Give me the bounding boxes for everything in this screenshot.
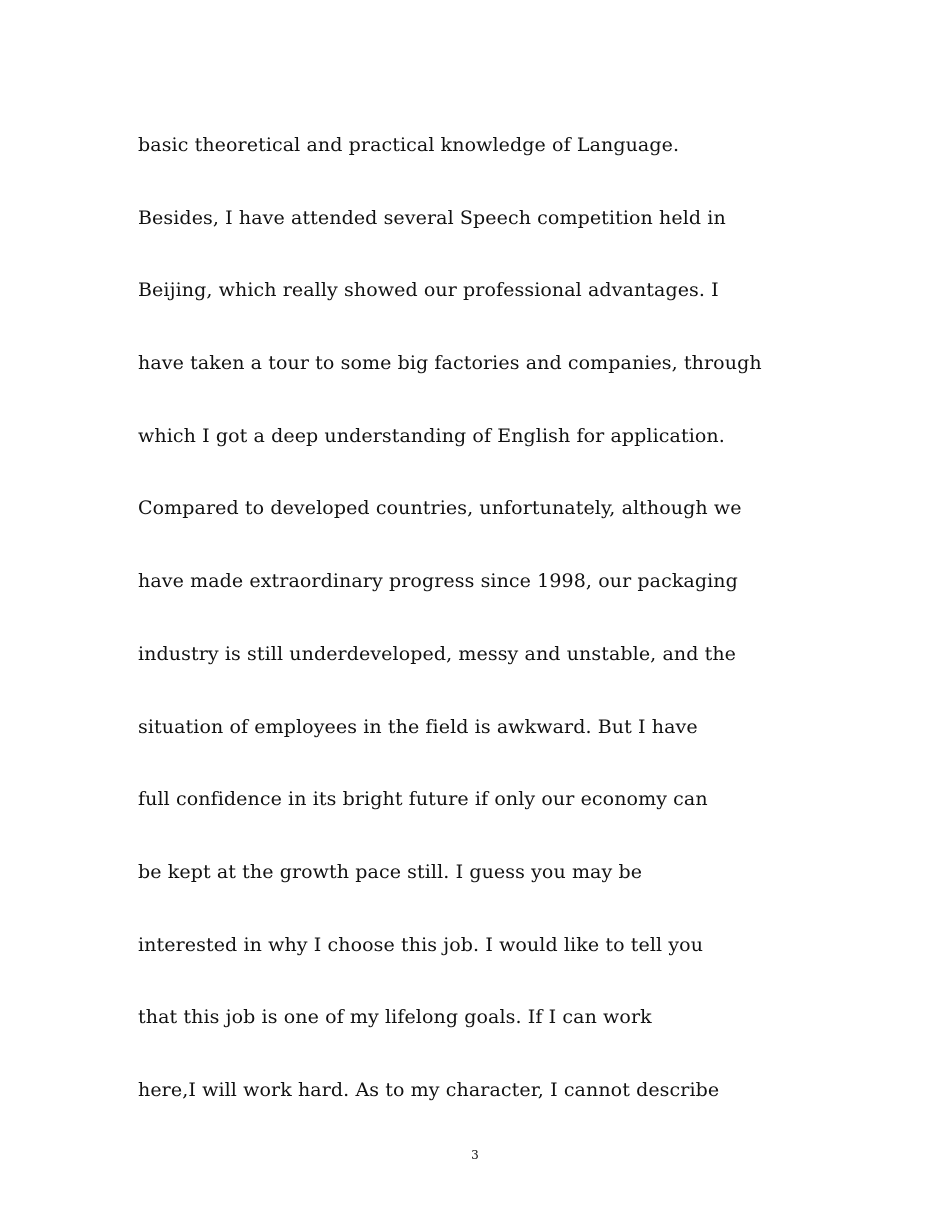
text-line: here,I will work hard. As to my character, I cannot describe bbox=[138, 1078, 720, 1101]
text-line: have made extraordinary progress since 1998, our packaging bbox=[138, 570, 738, 593]
body-text bbox=[138, 128, 828, 1146]
text-line: situation of employees in the field is awkward. But I have bbox=[138, 715, 698, 738]
text-line: industry is still underdeveloped, messy and unstable, and the bbox=[138, 642, 737, 665]
text-line: basic theoretical and practical knowledge of Language. bbox=[138, 134, 680, 156]
text-line: full confidence in its bright future if only our economy can bbox=[138, 788, 708, 811]
text-line: have taken a tour to some big factories and companies, through bbox=[138, 352, 762, 375]
page-number: 3 bbox=[471, 1148, 479, 1162]
text-line: Beijing, which really showed our professional advantages. I bbox=[138, 279, 719, 302]
text-line: interested in why I choose this job. I would like to tell you bbox=[138, 933, 704, 956]
text-line: Besides, I have attended several Speech competition held in bbox=[138, 206, 726, 229]
text-line: be kept at the growth pace still. I guess you may be bbox=[138, 860, 643, 883]
text-line: Compared to developed countries, unfortunately, although we bbox=[138, 497, 742, 520]
text-line: which I got a deep understanding of English for application. bbox=[138, 424, 725, 447]
text-line: that this job is one of my lifelong goals. If I can work bbox=[138, 1006, 652, 1029]
